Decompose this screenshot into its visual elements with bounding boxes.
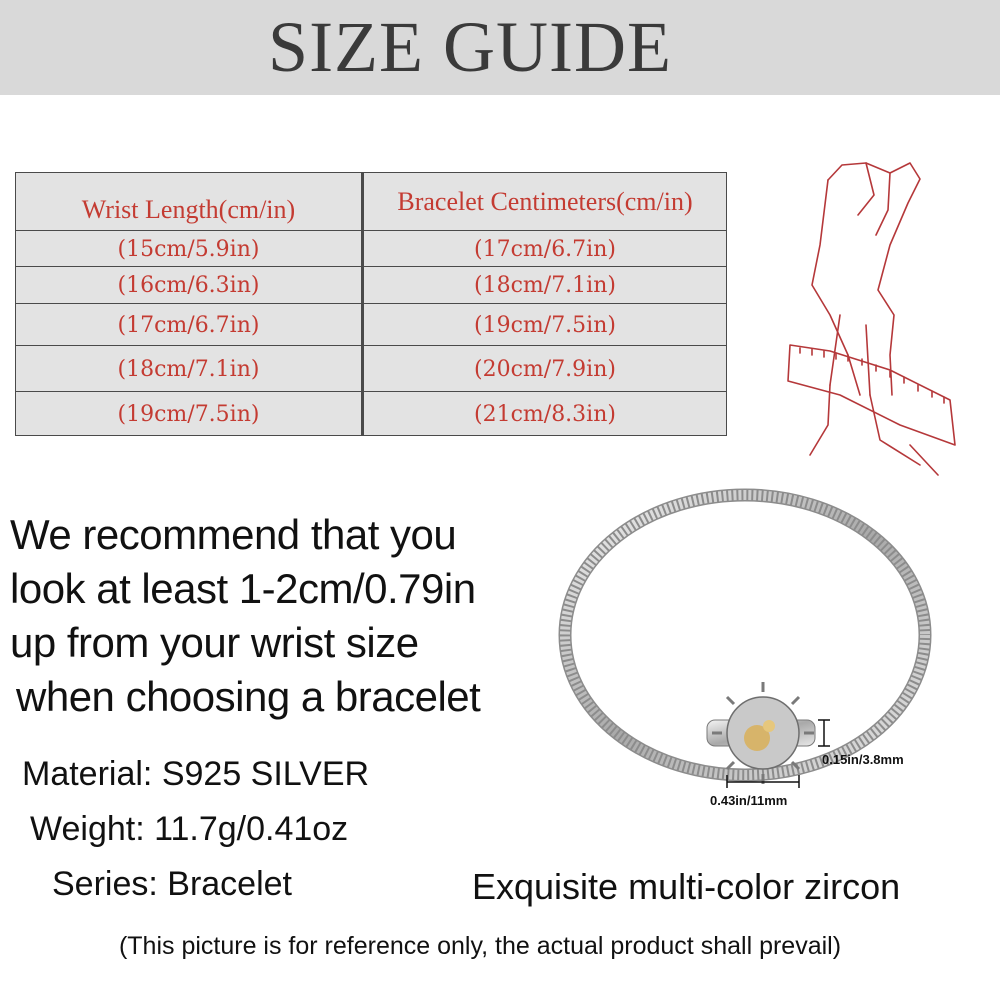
- wrist-cell: (15cm/5.9in): [117, 236, 260, 262]
- spec-material: Material: S925 SILVER: [22, 755, 370, 793]
- wrist-cell: (18cm/7.1in): [117, 356, 260, 382]
- bracelet-cell: (21cm/8.3in): [474, 401, 616, 427]
- recommendation-line: look at least 1-2cm/0.79in: [10, 565, 476, 612]
- bracelet-cell: (17cm/6.7in): [474, 236, 616, 262]
- bracelet-cell: (19cm/7.5in): [474, 312, 616, 338]
- recommendation-line: when choosing a bracelet: [16, 673, 481, 720]
- bracelet-cell: (18cm/7.1in): [474, 273, 616, 298]
- header-wrist-length: Wrist Length(cm/in): [81, 194, 296, 224]
- spec-series: Series: Bracelet: [52, 865, 292, 903]
- sketch-lower-hand: [810, 385, 938, 475]
- table-row: [16, 266, 726, 304]
- table-row: [16, 303, 726, 346]
- table-row: [16, 345, 726, 392]
- page-title: SIZE GUIDE: [268, 7, 672, 87]
- width-label: 0.43in/11mm: [710, 793, 788, 808]
- bracelet-cell: (20cm/7.9in): [474, 356, 616, 382]
- sketch-fingers: [828, 163, 920, 395]
- zircon-caption: Exquisite multi-color zircon: [472, 866, 901, 907]
- thickness-dimension-line: [818, 720, 830, 746]
- thickness-label: 0.15in/3.8mm: [822, 752, 904, 767]
- size-table: [15, 172, 727, 436]
- bracelet-image: [545, 470, 945, 820]
- wrist-cell: (17cm/6.7in): [117, 312, 260, 338]
- header-bracelet-length: Bracelet Centimeters(cm/in): [397, 186, 693, 216]
- sketch-finger-lines: [858, 163, 890, 235]
- wrist-measure-sketch: [770, 155, 970, 495]
- yellow-zircon: [763, 720, 775, 732]
- sketch-tape-ticks: [800, 348, 944, 403]
- table-row: [16, 391, 726, 436]
- recommendation-line: We recommend that you: [10, 511, 457, 558]
- spec-weight: Weight: 11.7g/0.41oz: [30, 810, 349, 848]
- wrist-cell: (16cm/6.3in): [117, 273, 260, 298]
- table-row: [16, 230, 726, 267]
- table-header-row: [16, 173, 726, 230]
- recommendation-line: up from your wrist size: [10, 619, 419, 666]
- sketch-hand-outline: [812, 180, 860, 395]
- wrist-cell: (19cm/7.5in): [117, 401, 260, 427]
- disclaimer: (This picture is for reference only, the actual product shall prevail): [118, 932, 842, 960]
- recommendation-text: [10, 508, 510, 724]
- sketch-measuring-tape: [788, 345, 955, 445]
